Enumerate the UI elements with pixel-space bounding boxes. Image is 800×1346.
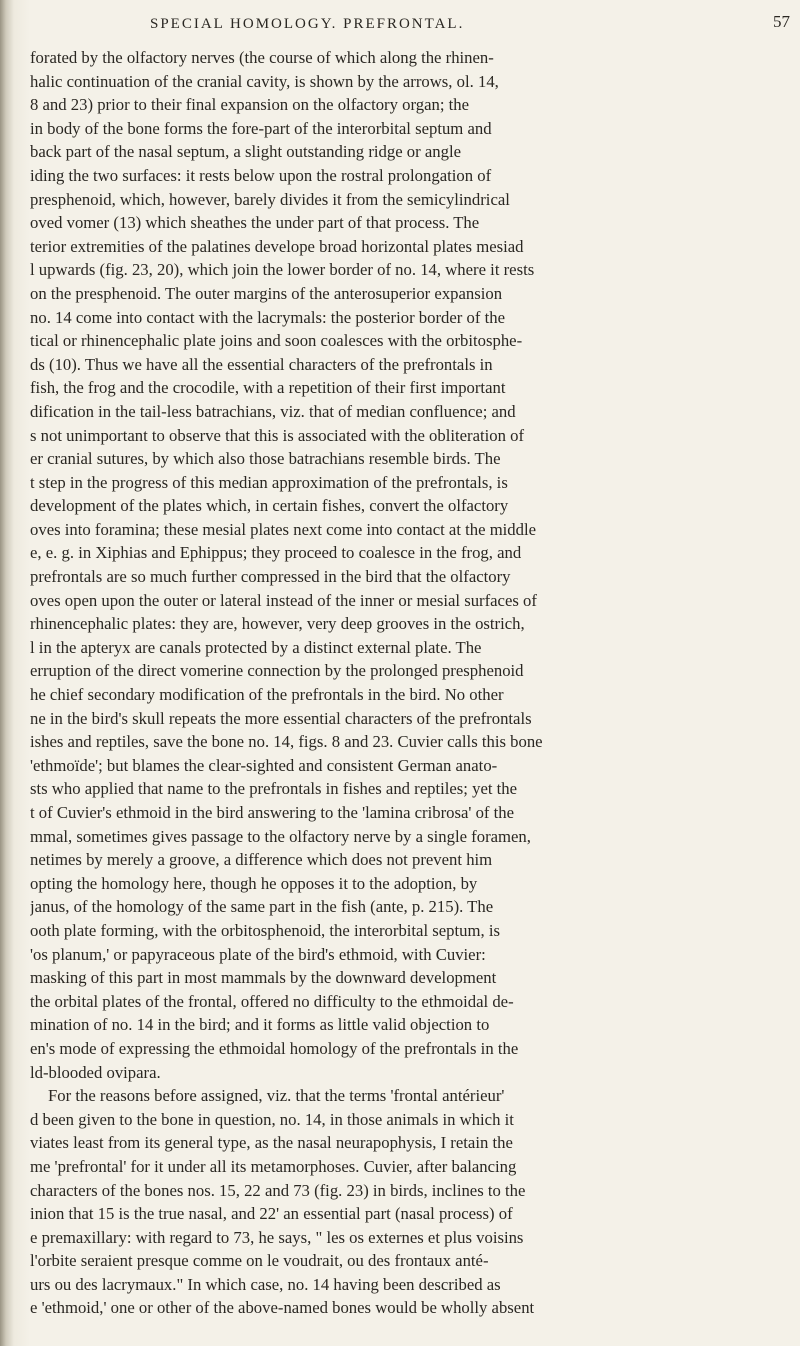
text-line: 8 and 23) prior to their final expansion on the olfactory organ; the [30, 95, 470, 115]
text-line: d been given to the bone in question, no. 14, in those animals in which it [30, 1109, 514, 1129]
text-line: terior extremities of the palatines develope broad horizontal plates mesiad [30, 236, 524, 256]
text-line: halic continuation of the cranial cavity, is shown by the arrows, ol. 14, [30, 71, 499, 91]
text-line: ds (10). Thus we have all the essential characters of the prefrontals in [30, 354, 493, 374]
text-line: iding the two surfaces: it rests below upon the rostral prolongation of [30, 165, 492, 185]
text-line: For the reasons before assigned, viz. that the terms 'frontal antérieur' [48, 1086, 505, 1106]
text-line: forated by the olfactory nerves (the course of which along the rhinen- [30, 48, 494, 67]
text-line: no. 14 come into contact with the lacrymals: the posterior border of the [30, 307, 505, 327]
text-line: dification in the tail-less batrachians, viz. that of median confluence; and [30, 401, 516, 421]
text-line: 'ethmoïde'; but blames the clear-sighted and consistent German anato- [30, 755, 498, 775]
text-line: 'os planum,' or papyraceous plate of the bird's ethmoid, with Cuvier: [30, 944, 486, 964]
text-line: rhinencephalic plates: they are, however, very deep grooves in the ostrich, [30, 614, 525, 634]
text-line: me 'prefrontal' for it under all its metamorphoses. Cuvier, after balancing [30, 1156, 517, 1176]
page-header [150, 10, 790, 40]
text-line: ishes and reptiles, save the bone no. 14, figs. 8 and 23. Cuvier calls this bone [30, 732, 543, 752]
text-line: ld-blooded ovipara. [30, 1062, 161, 1082]
text-line: viates least from its general type, as the nasal neurapophysis, I retain the [30, 1133, 513, 1153]
text-line: presphenoid, which, however, barely divides it from the semicylindrical [30, 189, 510, 209]
text-line: netimes by merely a groove, a difference which does not prevent him [30, 850, 493, 870]
running-head: SPECIAL HOMOLOGY. PREFRONTAL. [150, 16, 465, 32]
text-line: characters of the bones nos. 15, 22 and 73 (fig. 23) in birds, inclines to the [30, 1180, 526, 1200]
text-line: ooth plate forming, with the orbitosphenoid, the interorbital septum, is [30, 920, 500, 940]
text-line: erruption of the direct vomerine connection by the prolonged presphenoid [30, 661, 524, 681]
text-line: inion that 15 is the true nasal, and 22' an essential part (nasal process) of [30, 1204, 513, 1224]
text-line: l in the apteryx are canals protected by a distinct external plate. The [30, 637, 482, 657]
text-line: l upwards (fig. 23, 20), which join the lower border of no. 14, where it rests [30, 260, 535, 280]
text-line: on the presphenoid. The outer margins of the anterosuperior expansion [30, 283, 503, 303]
text-line: urs ou des lacrymaux." In which case, no. 14 having been described as [30, 1274, 501, 1294]
text-line: ne in the bird's skull repeats the more essential characters of the prefrontals [30, 708, 532, 728]
text-line: opting the homology here, though he opposes it to the adoption, by [30, 873, 478, 893]
text-line: janus, of the homology of the same part in the fish (ante, p. 215). The [30, 897, 494, 917]
page-number: 57 [773, 12, 790, 31]
text-line: he chief secondary modification of the prefrontals in the bird. No other [30, 685, 504, 705]
text-line: e 'ethmoid,' one or other of the above-named bones would be wholly absent [30, 1298, 535, 1318]
text-line: t of Cuvier's ethmoid in the bird answering to the 'lamina cribrosa' of the [30, 803, 515, 822]
body-text [30, 46, 792, 1320]
text-line: en's mode of expressing the ethmoidal homology of the prefrontals in the [30, 1038, 519, 1058]
text-line: er cranial sutures, by which also those batrachians resemble birds. The [30, 449, 501, 469]
text-line: oves open upon the outer or lateral instead of the inner or mesial surfaces of [30, 590, 537, 610]
text-line: in body of the bone forms the fore-part of the interorbital septum and [30, 118, 492, 138]
text-line: mination of no. 14 in the bird; and it forms as little valid objection to [30, 1015, 490, 1035]
text-line: e, e. g. in Xiphias and Ephippus; they proceed to coalesce in the frog, and [30, 543, 522, 563]
text-line: e premaxillary: with regard to 73, he says, " les os externes et plus voisins [30, 1227, 524, 1247]
text-line: fish, the frog and the crocodile, with a repetition of their first important [30, 378, 506, 398]
text-line: development of the plates which, in certain fishes, convert the olfactory [30, 496, 509, 516]
text-line: oved vomer (13) which sheathes the under part of that process. The [30, 213, 480, 233]
text-line: sts who applied that name to the prefrontals in fishes and reptiles; yet the [30, 779, 518, 799]
text-line: the orbital plates of the frontal, offered no difficulty to the ethmoidal de- [30, 991, 514, 1011]
text-line: tical or rhinencephalic plate joins and soon coalesces with the orbitosphe- [30, 331, 523, 351]
text-line: prefrontals are so much further compressed in the bird that the olfactory [30, 567, 511, 587]
text-line: oves into foramina; these mesial plates next come into contact at the middle [30, 519, 537, 539]
text-line: l'orbite seraient presque comme on le voudrait, ou des frontaux anté- [30, 1251, 489, 1271]
text-line: t step in the progress of this median approximation of the prefrontals, is [30, 472, 508, 492]
text-line: masking of this part in most mammals by the downward development [30, 968, 497, 988]
text-line: s not unimportant to observe that this is associated with the obliteration of [30, 425, 525, 445]
text-line: back part of the nasal septum, a slight outstanding ridge or angle [30, 142, 461, 162]
text-line: mmal, sometimes gives passage to the olfactory nerve by a single foramen, [30, 826, 531, 846]
